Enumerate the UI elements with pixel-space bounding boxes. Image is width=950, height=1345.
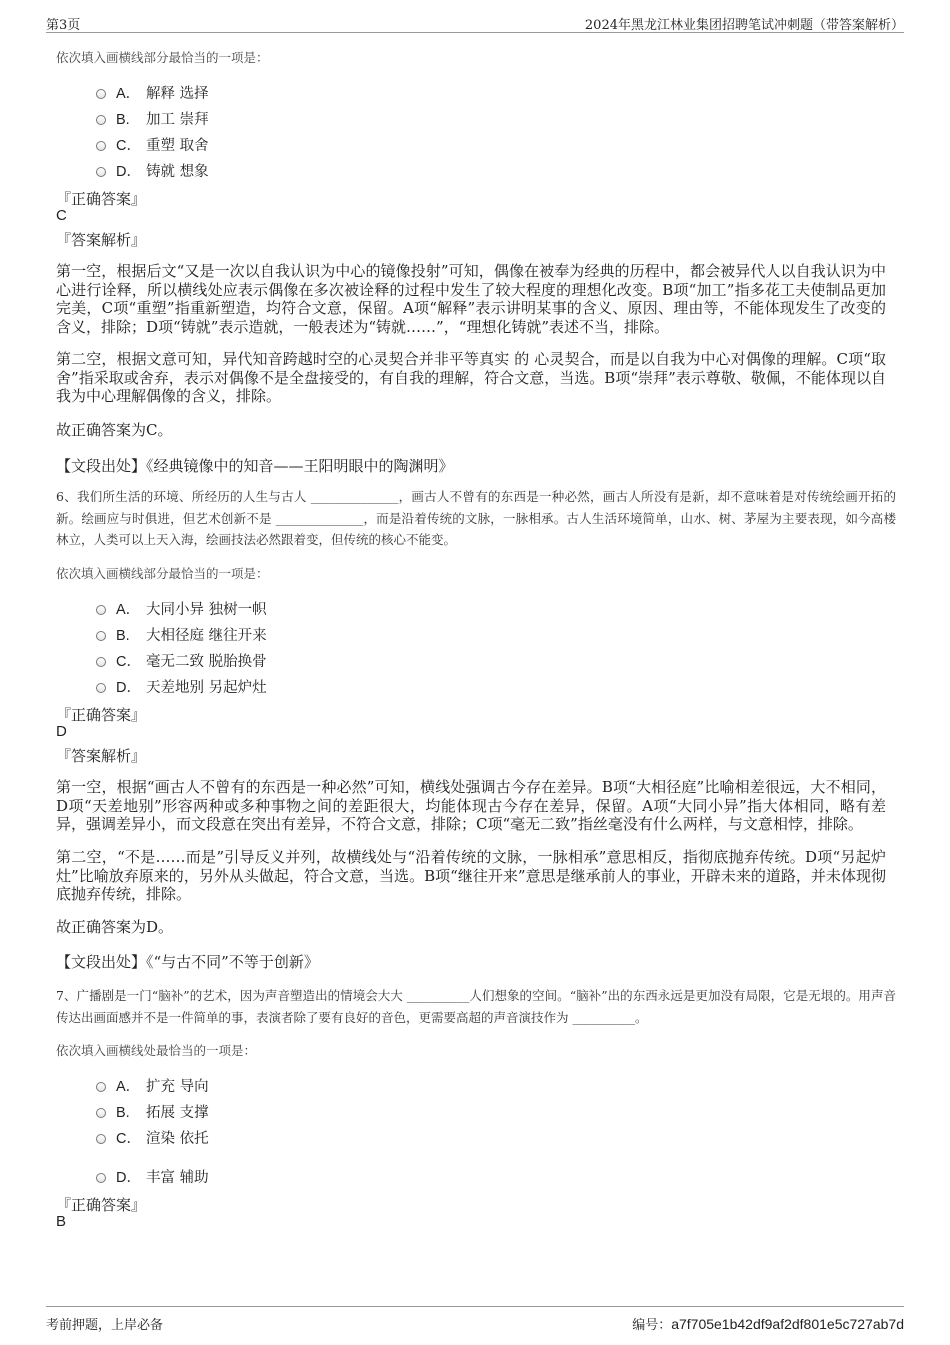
q6-analysis-paragraph-1: 第一空，根据“画古人不曾有的东西是一种必然”可知，横线处强调古今存在差异。B项“大相径庭”比喻相差很远，大不相同，D项“天差地别”形容两种或多种事物之间的差距很大，均能体现古今存在差异，保留。A项“大同小异”指大体相同，略有差异，强调差异小，而文段意在突出有差异，不符合文意，排除；C项“毫无二致”指丝毫没有什么两样，与文意相悖，排除。	[56, 778, 886, 833]
q7-option-d[interactable]: D． 丰富 辅助	[96, 1166, 209, 1188]
q6-source: 【文段出处】《“与古不同”不等于创新》	[56, 953, 319, 971]
q6-option-d[interactable]: D． 天差地别 另起炉灶	[96, 676, 267, 698]
q7-question: 7、广播剧是一门“脑补”的艺术，因为声音塑造出的情境会大大 __________人们想象的空间。“脑补”出的东西永远是更加没有局限，它是无垠的。用声音传达出画面感并不是一件简单的事，表演者除了要有良好的音色，更需要高超的声音演技作为 __________。	[56, 988, 896, 1025]
radio-button-icon[interactable]	[96, 605, 106, 615]
q5-option-d[interactable]: D． 铸就 想象	[96, 160, 209, 182]
q5-instruction: 依次填入画横线部分最恰当的一项是：	[56, 50, 269, 65]
q7-option-c[interactable]: C． 渲染 依托	[96, 1127, 209, 1149]
q6-answer-label: 『正确答案』	[56, 706, 147, 724]
radio-button-icon[interactable]	[96, 1108, 106, 1118]
q7-instruction: 依次填入画横线处最恰当的一项是：	[56, 1043, 257, 1058]
q6-option-b[interactable]: B. 大相径庭 继往开来	[96, 624, 267, 646]
q5-option-a[interactable]: A． 解释 选择	[96, 82, 209, 104]
q5-answer-label: 『正确答案』	[56, 190, 147, 208]
q5-conclusion: 故正确答案为C。	[56, 421, 173, 439]
footer-slogan: 考前押题，上岸必备	[46, 1318, 164, 1333]
q6-conclusion: 故正确答案为D。	[56, 918, 174, 936]
code-value: a7f705e1b42df9af2df801e5c727ab7d	[671, 1316, 904, 1332]
radio-button-icon[interactable]	[96, 683, 106, 693]
q5-analysis-label: 『答案解析』	[56, 231, 147, 249]
page-footer	[46, 1306, 904, 1331]
document-title: 2024年黑龙江林业集团招聘笔试冲刺题（带答案解析）	[584, 18, 904, 33]
q5-analysis-paragraph-2: 第二空，根据文意可知，异代知音跨越时空的心灵契合并非平等真实 的 心灵契合，而是以自我为中心对偶像的理解。C项“取舍”指采取或舍弃，表示对偶像不是全盘接受的，有自我的理解，符合文意，当选。B项“崇拜”表示尊敬、敬佩，不能体现以自我为中心理解偶像的含义，排除。	[56, 350, 886, 405]
q6-option-a[interactable]: A． 大同小异 独树一帜	[96, 598, 267, 620]
q6-analysis-label: 『答案解析』	[56, 747, 147, 765]
radio-button-icon[interactable]	[96, 89, 106, 99]
radio-button-icon[interactable]	[96, 1173, 106, 1183]
q7-option-a[interactable]: A． 扩充 导向	[96, 1075, 209, 1097]
q5-source: 【文段出处】《经典镜像中的知音——王阳明眼中的陶渊明》	[56, 457, 454, 475]
q5-option-c[interactable]: C． 重塑 取舍	[96, 134, 209, 156]
q7-answer: B	[56, 1213, 67, 1230]
page-header	[46, 10, 904, 33]
q6-instruction: 依次填入画横线部分最恰当的一项是：	[56, 566, 269, 581]
q7-option-b[interactable]: B. 拓展 支撑	[96, 1101, 209, 1123]
code-label: 编号：	[632, 1318, 672, 1333]
radio-button-icon[interactable]	[96, 141, 106, 151]
document-code	[632, 1314, 904, 1333]
q6-question: 6、我们所生活的环境、所经历的人生与古人 ______________，画古人不曾有的东西是一种必然，画古人所没有是新，却不意味着是对传统绘画开拓的新。绘画应与时俱进，但艺术创新不是 ______________，而是沿着传统的文脉，一脉相承。古人生活环境简单，山水、树、茅屋为主要表现，如今高楼林立，人类可以上天入海，绘画技法必然跟着变，但传统的核心不能变。	[56, 489, 896, 547]
q5-analysis-paragraph-1: 第一空，根据后文“又是一次以自我认识为中心的镜像投射”可知，偶像在被奉为经典的历程中，都会被异代人以自我认识为中心进行诠释，所以横线处应表示偶像在多次被诠释的过程中发生了较大程度的理想化改变。B项“加工”指多花工夫使制品更加完美，C项“重塑”指重新塑造，均符合文意，保留。A项“解释”表示讲明某事的含义、原因、理由等，不能体现发生了改变的含义，排除；D项“铸就”表示造就，一般表述为“铸就……”，“理想化铸就”表述不当，排除。	[56, 262, 886, 336]
radio-button-icon[interactable]	[96, 1134, 106, 1144]
q6-option-c[interactable]: C． 毫无二致 脱胎换骨	[96, 650, 267, 672]
q7-answer-label: 『正确答案』	[56, 1196, 147, 1214]
q6-answer: D	[56, 723, 67, 740]
radio-button-icon[interactable]	[96, 1082, 106, 1092]
q5-option-b[interactable]: B. 加工 崇拜	[96, 108, 209, 130]
radio-button-icon[interactable]	[96, 167, 106, 177]
page-number: 第3页	[46, 18, 81, 33]
radio-button-icon[interactable]	[96, 657, 106, 667]
radio-button-icon[interactable]	[96, 631, 106, 641]
q5-answer: C	[56, 207, 67, 224]
q6-analysis-paragraph-2: 第二空，“不是……而是”引导反义并列，故横线处与“沿着传统的文脉，一脉相承”意思相反，指彻底抛弃传统。D项“另起炉灶”比喻放弃原来的，另外从头做起，符合文意，当选。B项“继往开来”意思是继承前人的事业，开辟未来的道路，并未体现彻底抛弃传统，排除。	[56, 848, 886, 903]
radio-button-icon[interactable]	[96, 115, 106, 125]
